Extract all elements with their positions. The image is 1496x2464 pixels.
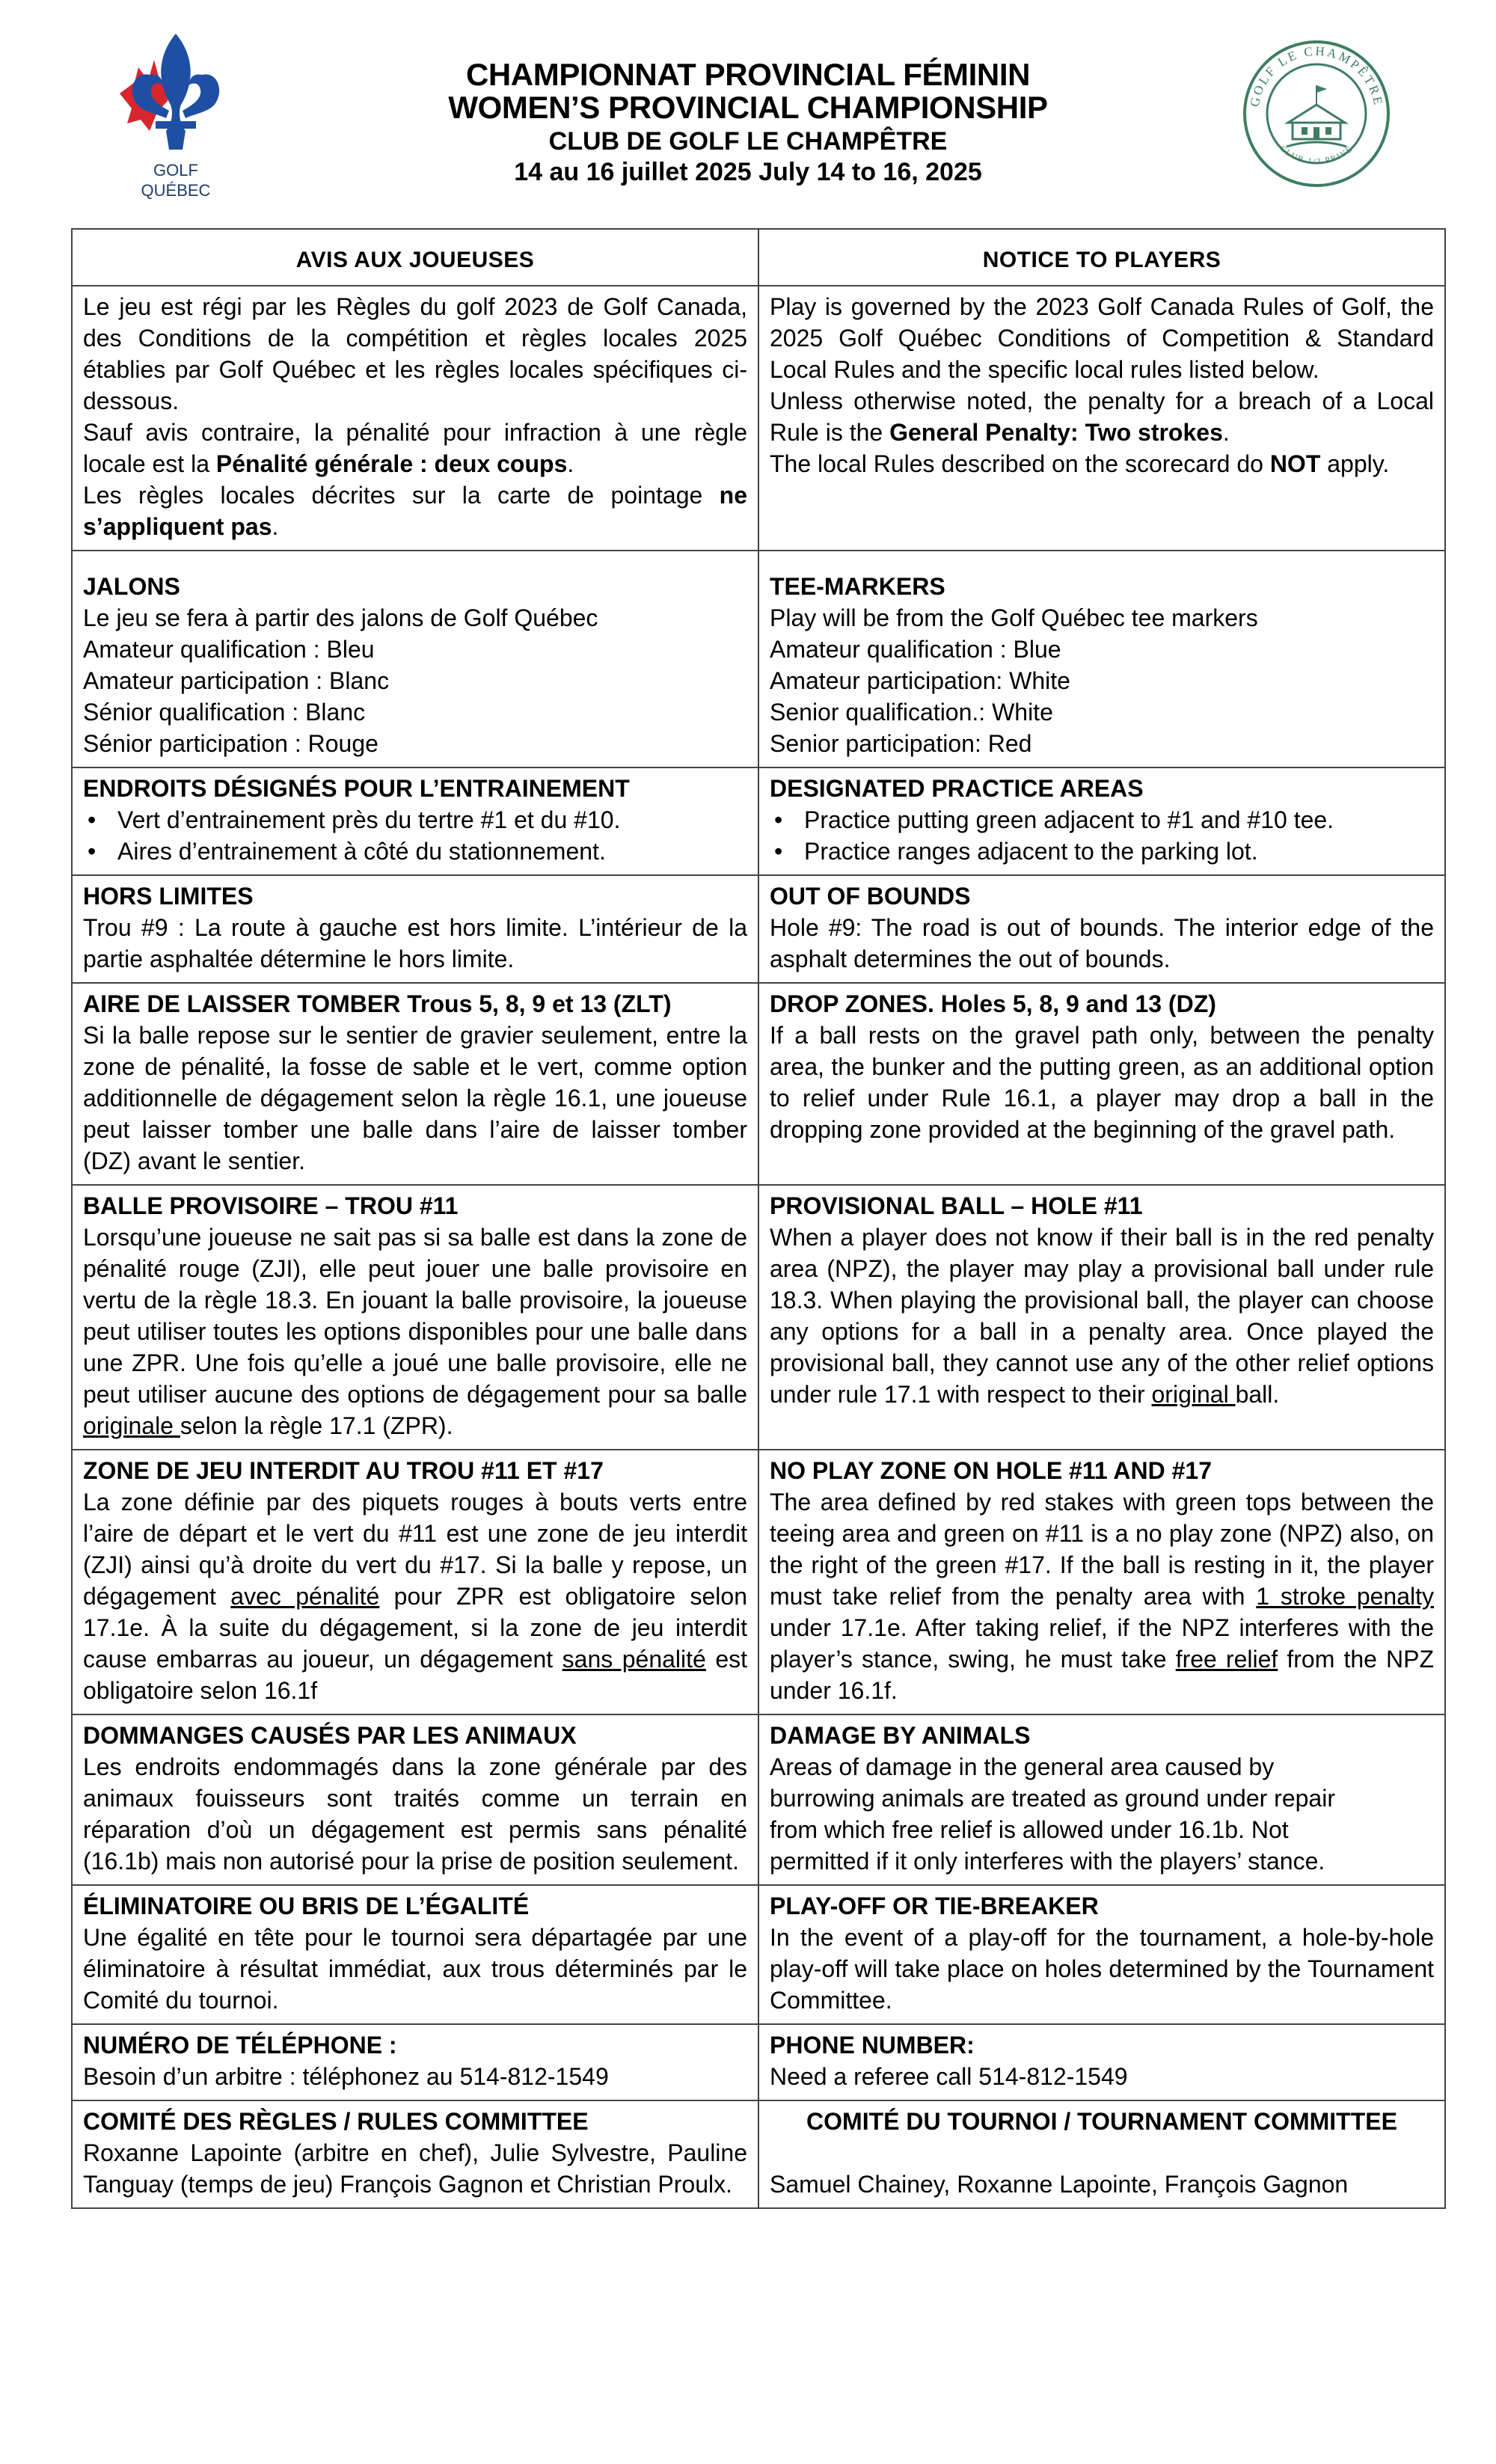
list-item: • Practice ranges adjacent to the parking lot.: [804, 836, 1434, 867]
oob-fr: [72, 875, 758, 983]
champetre-seal-logo: [1242, 39, 1391, 189]
oob-row: [72, 875, 1445, 983]
intro-fr: [72, 286, 758, 551]
intro-en-p3: The local Rules described on the scorecard do NOT apply.: [770, 450, 1390, 477]
drop-fr-title: AIRE DE LAISSER TOMBER Trous 5, 8, 9 et 13 (ZLT): [83, 990, 672, 1017]
phone-en-title: PHONE NUMBER:: [770, 2032, 975, 2059]
provisional-fr-text: Lorsqu’une joueuse ne sait pas si sa balle est dans la zone de pénalité rouge (ZJI), elle peut jouer une balle provisoire en vertu de la règle 18.3. En jouant la balle provisoire, la joueuse peut utiliser toutes les options disponibles pour une balle dans une ZPR. Une fois qu’elle a joué une balle provisoire, elle ne peut utiliser aucune des options de dégagement pour sa balle originale selon la règle 17.1 (ZPR).: [83, 1224, 747, 1439]
committee-row: [72, 2100, 1445, 2208]
noplay-en: [758, 1450, 1445, 1714]
list-item: • Practice putting green adjacent to #1 and #10 tee.: [804, 804, 1434, 836]
noplay-en-title: NO PLAY ZONE ON HOLE #11 AND #17: [770, 1457, 1212, 1484]
animals-fr-text: Les endroits endommagés dans la zone générale par des animaux fouisseurs sont traités comme un terrain en réparation d’où un dégagement est permis sans pénalité (16.1b) mais non autorisé pour la prise de position seulement.: [83, 1753, 747, 1875]
animals-fr-title: DOMMANGES CAUSÉS PAR LES ANIMAUX: [83, 1722, 577, 1749]
event-dates: 14 au 16 juillet 2025 July 14 to 16, 2025: [514, 158, 982, 186]
phone-en: [758, 2024, 1445, 2100]
drop-en-title: DROP ZONES. Holes 5, 8, 9 and 13 (DZ): [770, 990, 1216, 1017]
provisional-en: [758, 1185, 1445, 1450]
phone-fr-text: Besoin d’un arbitre : téléphonez au 514-812-1549: [83, 2063, 609, 2090]
noplay-row: [72, 1450, 1445, 1714]
phone-row: [72, 2024, 1445, 2100]
club-seal-icon: [1242, 39, 1391, 189]
svg-text:GOLF: GOLF: [153, 161, 198, 180]
phone-en-text: Need a referee call 514-812-1549: [770, 2063, 1128, 2090]
oob-en-text: Hole #9: The road is out of bounds. The interior edge of the asphalt determines the out of bounds.: [770, 914, 1434, 972]
committee-fr-text: Roxanne Lapointe (arbitre en chef), Julie Sylvestre, Pauline Tanguay (temps de jeu) François Gagnon et Christian Proulx.: [83, 2139, 747, 2198]
tees-fr: [72, 551, 758, 767]
provisional-fr: [72, 1185, 758, 1450]
noplay-en-text: The area defined by red stakes with green tops between the teeing area and green on #11 is a no play zone (NPZ) also, on the right of the green #17. If the ball is resting in it, the player must take relief from the penalty area with 1 stroke penalty under 17.1e. After taking relief, if the NPZ interferes with the player’s stance, swing, he must take free relief from the NPZ under 16.1f.: [770, 1489, 1435, 1704]
drop-en-text: If a ball rests on the gravel path only, between the penalty area, the bunker and the putting green, as an additional option to relief under Rule 16.1, a player may drop a ball in the dropping zone provided at the beginning of the gravel path.: [770, 1022, 1434, 1143]
golf-quebec-logo: [105, 30, 232, 202]
drop-en: [758, 983, 1445, 1185]
tees-row: [72, 551, 1445, 767]
playoff-fr-title: ÉLIMINATOIRE OU BRIS DE L’ÉGALITÉ: [83, 1893, 530, 1919]
document-header: [0, 0, 1496, 224]
svg-text:GOLF LE CHAMPÊTRE: GOLF LE CHAMPÊTRE: [1247, 43, 1386, 108]
oob-en: [758, 875, 1445, 983]
provisional-en-title: PROVISIONAL BALL – HOLE #11: [770, 1192, 1143, 1219]
committee-fr-title: COMITÉ DES RÈGLES / RULES COMMITTEE: [83, 2108, 589, 2135]
tees-fr-line: Amateur qualification : Bleu: [83, 636, 375, 663]
club-name: CLUB DE GOLF LE CHAMPÊTRE: [548, 127, 948, 156]
committee-en-title: COMITÉ DU TOURNOI / TOURNAMENT COMMITTEE: [806, 2108, 1397, 2135]
table-header-row: [72, 229, 1445, 286]
practice-fr-list: [83, 804, 747, 867]
noplay-fr-title: ZONE DE JEU INTERDIT AU TROU #11 ET #17: [83, 1457, 604, 1484]
playoff-fr: [72, 1885, 758, 2024]
svg-text:CLUB 1/2 PRIVÉ: CLUB 1/2 PRIVÉ: [1278, 144, 1355, 167]
playoff-en-text: In the event of a play-off for the tournament, a hole-by-hole play-off will take place on holes determined by the Tournament Committee.: [770, 1924, 1434, 2014]
practice-en-list: [770, 804, 1434, 867]
drop-fr-text: Si la balle repose sur le sentier de gravier seulement, entre la zone de pénalité, la fosse de sable et le vert, comme option additionnelle de dégagement selon la règle 16.1, une joueuse peut laisser tomber une balle dans l’aire de laisser tomber (DZ) avant le sentier.: [83, 1022, 747, 1174]
practice-en: [758, 767, 1445, 875]
list-item: • Vert d’entrainement près du tertre #1 et du #10.: [117, 804, 747, 836]
intro-row: [72, 286, 1445, 551]
committee-en-text: Samuel Chainey, Roxanne Lapointe, François Gagnon: [770, 2171, 1349, 2198]
tees-en: [758, 551, 1445, 767]
committee-en: [758, 2100, 1445, 2208]
tees-fr-line: Sénior qualification : Blanc: [83, 699, 366, 726]
playoff-row: [72, 1885, 1445, 2024]
tees-fr-line: Sénior participation : Rouge: [83, 730, 378, 757]
animals-en-line: permitted if it only interferes with the players’ stance.: [770, 1848, 1325, 1875]
committee-en-spacer: [770, 2137, 1434, 2169]
intro-fr-p3: Les règles locales décrites sur la carte de pointage ne s’appliquent pas.: [83, 482, 747, 540]
animals-en: [758, 1714, 1445, 1885]
provisional-fr-title: BALLE PROVISOIRE – TROU #11: [83, 1192, 459, 1219]
list-item: • Aires d’entrainement à côté du stationnement.: [117, 836, 747, 867]
tees-fr-line: Amateur participation : Blanc: [83, 667, 390, 694]
intro-fr-p2: Sauf avis contraire, la pénalité pour infraction à une règle locale est la Pénalité générale : deux coups.: [83, 419, 747, 477]
oob-fr-text: Trou #9 : La route à gauche est hors limite. L’intérieur de la partie asphaltée détermine le hors limite.: [83, 914, 747, 972]
committee-fr: [72, 2100, 758, 2208]
column-header-en: NOTICE TO PLAYERS: [758, 229, 1445, 286]
drop-fr: [72, 983, 758, 1185]
tees-en-line: Amateur qualification : Blue: [770, 636, 1061, 663]
tees-en-title: TEE-MARKERS: [770, 573, 945, 600]
intro-en-p1: Play is governed by the 2023 Golf Canada Rules of Golf, the 2025 Golf Québec Conditions of Competition & Standard Local Rules and the specific local rules listed below.: [770, 293, 1434, 383]
noplay-fr: [72, 1450, 758, 1714]
phone-fr: [72, 2024, 758, 2100]
animals-row: [72, 1714, 1445, 1885]
phone-fr-title: NUMÉRO DE TÉLÉPHONE :: [83, 2032, 397, 2059]
animals-fr: [72, 1714, 758, 1885]
header-titles: [269, 58, 1227, 187]
noplay-fr-text: La zone définie par des piquets rouges à bouts verts entre l’aire de départ et le vert du #11 est une zone de jeu interdit (ZJI) ainsi qu’à droite du vert du #17. Si la balle y repose, un dégagement avec pénalité pour ZPR est obligatoire selon 17.1e. À la suite du dégagement, si la zone de jeu interdit cause embarras au joueur, un dégagement sans pénalité est obligatoire selon 16.1f: [83, 1489, 748, 1704]
local-rules-table: [71, 228, 1446, 2209]
practice-en-title: DESIGNATED PRACTICE AREAS: [770, 775, 1144, 802]
provisional-row: [72, 1185, 1445, 1450]
column-header-fr: AVIS AUX JOUEUSES: [72, 229, 758, 286]
playoff-en: [758, 1885, 1445, 2024]
oob-fr-title: HORS LIMITES: [83, 883, 254, 910]
animals-en-line: Areas of damage in the general area caused by: [770, 1753, 1275, 1780]
practice-fr-title: ENDROITS DÉSIGNÉS POUR L’ENTRAINEMENT: [83, 775, 630, 802]
oob-en-title: OUT OF BOUNDS: [770, 883, 971, 910]
tees-en-line: Senior participation: Red: [770, 730, 1032, 757]
tees-en-line: Amateur participation: White: [770, 667, 1070, 694]
title-fr: CHAMPIONNAT PROVINCIAL FÉMININ: [465, 57, 1031, 92]
animals-en-line: from which free relief is allowed under 16.1b. Not: [770, 1816, 1289, 1843]
animals-en-title: DAMAGE BY ANIMALS: [770, 1722, 1031, 1749]
intro-en-p2: Unless otherwise noted, the penalty for a breach of a Local Rule is the General Penalty: Two strokes.: [770, 387, 1434, 446]
playoff-en-title: PLAY-OFF OR TIE-BREAKER: [770, 1893, 1099, 1919]
animals-en-line: burrowing animals are treated as ground under repair: [770, 1785, 1335, 1812]
drop-row: [72, 983, 1445, 1185]
tees-fr-line: Le jeu se fera à partir des jalons de Golf Québec: [83, 604, 598, 631]
title-en: WOMEN’S PROVINCIAL CHAMPIONSHIP: [448, 90, 1048, 125]
intro-en: [758, 286, 1445, 551]
tees-en-line: Play will be from the Golf Québec tee markers: [770, 604, 1258, 631]
fleur-de-lis-icon: [105, 30, 232, 202]
tees-en-line: Senior qualification.: White: [770, 699, 1053, 726]
tees-fr-title: JALONS: [83, 573, 180, 600]
practice-row: [72, 767, 1445, 875]
playoff-fr-text: Une égalité en tête pour le tournoi sera départagée par une éliminatoire à résultat immédiat, aux trous déterminés par le Comité du tournoi.: [83, 1924, 747, 2014]
svg-text:QUÉBEC: QUÉBEC: [141, 181, 211, 200]
practice-fr: [72, 767, 758, 875]
provisional-en-text: When a player does not know if their ball is in the red penalty area (NPZ), the player may play a provisional ball under rule 18.3. When playing the provisional ball, the player can choose any options for a ball in a penalty area. Once played the provisional ball, they cannot use any of the other relief options under rule 17.1 with respect to their original ball.: [770, 1224, 1434, 1408]
intro-fr-p1: Le jeu est régi par les Règles du golf 2023 de Golf Canada, des Conditions de la compétition et règles locales 2025 établies par Golf Québec et les règles locales spécifiques ci-dessous.: [83, 293, 747, 414]
